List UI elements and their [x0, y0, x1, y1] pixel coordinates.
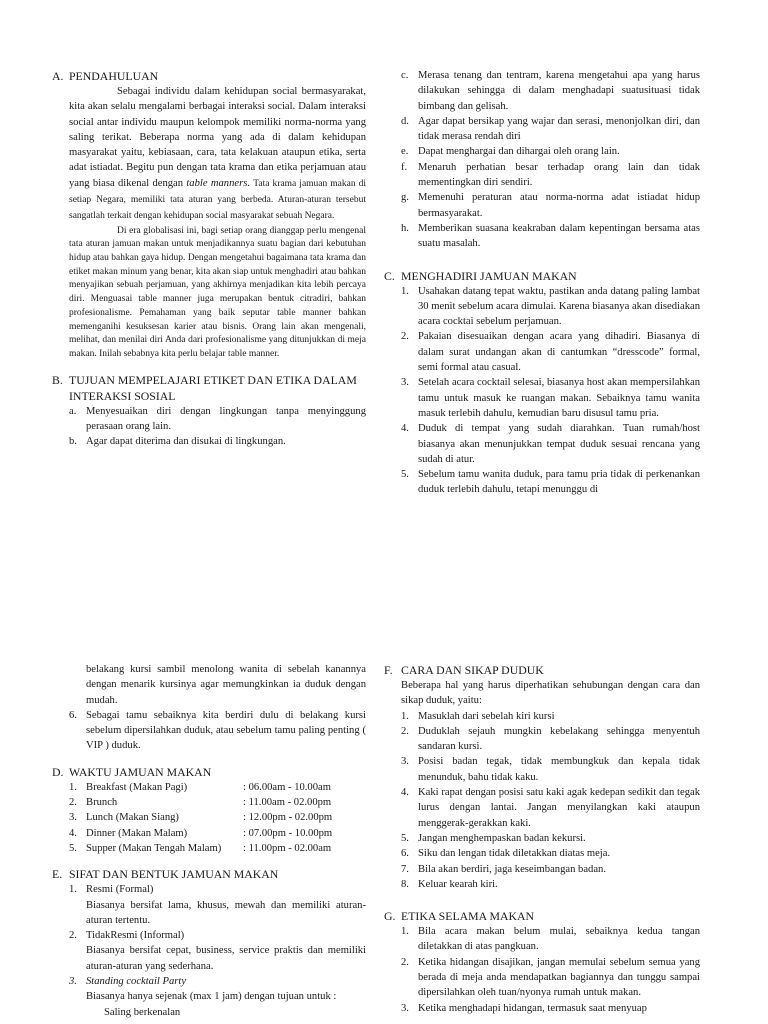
section-b-list [52, 404, 366, 450]
section-letter: G. [384, 909, 396, 924]
intro-italic-term: table manners. [186, 177, 250, 189]
section-c-list [384, 284, 700, 498]
list-item: 3. Standing cocktail Party [69, 976, 187, 988]
list-item: 5. Sebelum tamu wanita duduk, para tamu pria tidak di perkenankan duduk terlebih dahulu, tetapi menunggu di [401, 469, 700, 496]
page2-left-column [52, 662, 366, 1020]
section-c-heading [384, 268, 700, 284]
section-d-heading [52, 764, 366, 780]
list-item-description: Biasanya hanya sejenak (max 1 jam) dengan tujuan untuk : [86, 991, 337, 1003]
section-letter: F. [384, 663, 393, 677]
list-item: 1. Resmi (Formal) [69, 884, 154, 896]
list-item: 2. Duduklah sejauh mungkin kebelakang sehingga menyentuh sandaran kursi. [401, 725, 700, 753]
list-item: g. Memenuhi peraturan atau norma-norma adat istiadat hidup bermasyarakat. [401, 192, 700, 219]
section-letter: A. [52, 69, 64, 83]
section-letter: C. [384, 268, 395, 283]
list-item: 3. Ketika menghadapi hidangan, termasuk saat menyuap [401, 1002, 647, 1014]
list-item: 2. Pakaian disesuaikan dengan acara yang dihadiri. Biasanya di dalam surat undangan akan di cantumkan “dresscode” formal, semi formal atau casual. [401, 331, 700, 374]
intro-paragraph-2: Di era globalisasi ini, bagi setiap orang dianggap perlu mengenal tata aturan jamuan makan untuk menjadikannya suatu bagian dari kebutuhan hidup atau bahkan gaya hidup. Dengan mengetahui bagaimana tata krama dan etiket makan minum yang benar, kita akan siap untuk menghadiri atau bahkan menyajikan sebuah perjamuan, yang akhirnya menjadikan kita lebih percaya diri. Menguasai table manner juga merupakan bentuk citradiri, bahkan profesionalisme. Pemahaman yang baik seputar table manner bahkan memenganihi kesuksesan karier atau bisnis. Orang lain akan mengenali, melihat, dan menilai diri Anda dari profesionalisme yang ditunjukkan di meja makan. Inilah sebabnya kita perlu belajar table manner. [69, 225, 366, 359]
section-letter: D. [52, 764, 64, 779]
list-item: 8. Keluar kearah kiri. [401, 878, 498, 890]
list-item: h. Memberikan suasana keakraban dalam kepentingan bersama atas suatu masalah. [401, 222, 700, 250]
list-item-description: Biasanya bersifat cepat, business, service praktis dan memiliki aturan-aturan yang sederhana. [86, 945, 366, 972]
section-title: CARA DAN SIKAP DUDUK [401, 663, 544, 677]
section-f-intro: Beberapa hal yang harus diperhatikan sehubungan dengan cara dan sikap duduk, yaitu: [401, 680, 700, 707]
list-item: 5. Jangan menghempaskan badan kekursi. [401, 832, 586, 844]
list-item: 1. Usahakan datang tepat waktu, pastikan anda datang paling lambat 30 menit sebelum acara dimulai. Karena biasanya akan disediakan acara cocktai sebelum perjamuan. [401, 285, 700, 328]
section-title: TUJUAN MEMPELAJARI ETIKET DAN ETIKA DALAM INTERAKSI SOSIAL [69, 372, 357, 403]
section-g-heading [384, 908, 700, 924]
section-a-heading [52, 68, 366, 84]
list-item: 4. Kaki rapat dengan posisi satu kaki agak kedepan sedikit dan tegak lurus dengan lantai. Jangan menyilangkan kaki ataupun menggerak-gerakkan kaki. [401, 787, 700, 829]
list-item: 3. Posisi badan tegak, tidak membungkuk dan kepala tidak menunduk, bahu tidak kaku. [401, 756, 700, 783]
list-item: c. Merasa tenang dan tentram, karena mengetahui apa yang harus dilakukan sehingga di dalam menghadapi suatusituasi tidak bimbang dan gelisah. [401, 70, 700, 112]
section-title: PENDAHULUAN [69, 69, 159, 83]
meal-time-table [52, 780, 366, 856]
list-item: 3. Setelah acara cocktail selesai, biasanya host akan mempersilahkan tamu untuk masuk ke ruangan makan. Sebaiknya tamu wanita masuk terlebih dahulu, kemudian baru disusul tamu pria. [401, 377, 700, 419]
list-item: 6. Sebagai tamu sebaiknya kita berdiri dulu di belakang kursi sebelum dipersilahkan duduk, atau sebelum tamu paling penting ( VIP ) duduk. [69, 709, 366, 752]
meal-row: 5. Supper (Makan Tengah Malam) : 11.00pm - 02.00am [69, 842, 332, 854]
list-item-description: Biasanya bersifat lama, khusus, mewah dan memiliki aturan-aturan tertentu. [86, 899, 366, 926]
section-c-list-continued [52, 708, 366, 754]
section-title: WAKTU JAMUAN MAKAN [69, 764, 212, 779]
list-item: 1. Masuklah dari sebelah kiri kursi [401, 710, 555, 722]
section-title: SIFAT DAN BENTUK JAMUAN MAKAN [69, 867, 279, 882]
section-e-list [52, 882, 366, 1020]
intro-paragraph-1 [52, 84, 366, 225]
section-title: MENGHADIRI JAMUAN MAKAN [401, 268, 577, 283]
list-item: 2. TidakResmi (Informal) [69, 930, 185, 942]
list-item: 1. Bila acara makan belum mulai, sebaiknya kedua tangan diletakkan di atas pangkuan. [401, 926, 700, 953]
list-item: f. Menaruh perhatian besar terhadap orang lain dan tidak mementingkan diri sendiri. [401, 161, 700, 189]
section-e-heading [52, 866, 366, 882]
intro-text: Sebagai individu dalam kehidupan social bermasyarakat, kita akan selalu mengalami berbagai interaksi social. Dalam interaksi social antar individu maupun kelompok memiliki norma-norma yang saling terikat. Beberapa norma yang ada di dalam kehidupan masyarakat yaitu, kebiasaan, cara, tata kelakuan ataupun etika, serta adat istiadat. Begitu pun dengan tata krama dan etika perjamuan atau yang biasa dikenal dengan [69, 86, 366, 189]
meal-row: 2. Brunch : 11.00am - 02.00pm [69, 797, 332, 809]
meal-row: 3. Lunch (Makan Siang) : 12.00pm - 02.00pm [69, 812, 333, 824]
section-title: ETIKA SELAMA MAKAN [401, 909, 535, 924]
list-item: a. Menyesuaikan diri dengan lingkungan tanpa menyinggung perasaan orang lain. [69, 405, 366, 432]
list-item: 6. Siku dan lengan tidak diletakkan diatas meja. [401, 848, 611, 860]
section-g-list [384, 924, 700, 1016]
intro-text-small: Tata krama jamuan makan di setiap Negara, memiliki tata aturan yang berbeda. Aturan-aturan tersebut sangatlah terkait dengan kehidupan social masyarakat sebuah Negara. [69, 178, 367, 222]
list-item: 4. Duduk di tempat yang sudah diarahkan. Tuan rumah/host biasanya akan menunjukkan tempat duduk sesuai rencana yang sudah di atur. [401, 423, 700, 465]
section-f-heading [384, 662, 700, 678]
list-subitem: Saling berkenalan [104, 1006, 181, 1018]
list-item: e. Dapat menghargai dan dihargai oleh orang lain. [401, 146, 620, 158]
section-f-list [384, 709, 700, 893]
page1-right-column [384, 68, 700, 498]
list-item: 7. Bila akan berdiri, jaga keseimbangan badan. [401, 863, 606, 875]
section-b-list-continued [384, 68, 700, 252]
document-page-2 [0, 620, 768, 1024]
section-b-heading [52, 372, 366, 404]
list-item: b. Agar dapat diterima dan disukai di lingkungan. [69, 436, 286, 448]
list-item: 2. Ketika hidangan disajikan, jangan memulai sebelum semua yang berada di meja anda mendapatkan bagiannya dan tunggu sampai dipersilahkan oleh tuan/nyonya rumah untuk makan. [401, 956, 700, 999]
list-item: d. Agar dapat bersikap yang wajar dan serasi, menonjolkan diri, dan tidak merasa rendah diri [401, 115, 700, 143]
meal-row: 4. Dinner (Makan Malam) : 07.00pm - 10.00pm [69, 827, 333, 839]
page1-left-column [52, 68, 366, 450]
page2-right-column [384, 662, 700, 1016]
section-letter: B. [52, 372, 63, 387]
meal-row: 1. Breakfast (Makan Pagi) : 06.00am - 10.00am [69, 781, 331, 793]
list-item-continued: belakang kursi sambil menolong wanita di sebelah kanannya dengan menarik kursinya agar memungkinkan ia duduk dengan mudah. [86, 664, 366, 706]
section-letter: E. [52, 867, 63, 882]
